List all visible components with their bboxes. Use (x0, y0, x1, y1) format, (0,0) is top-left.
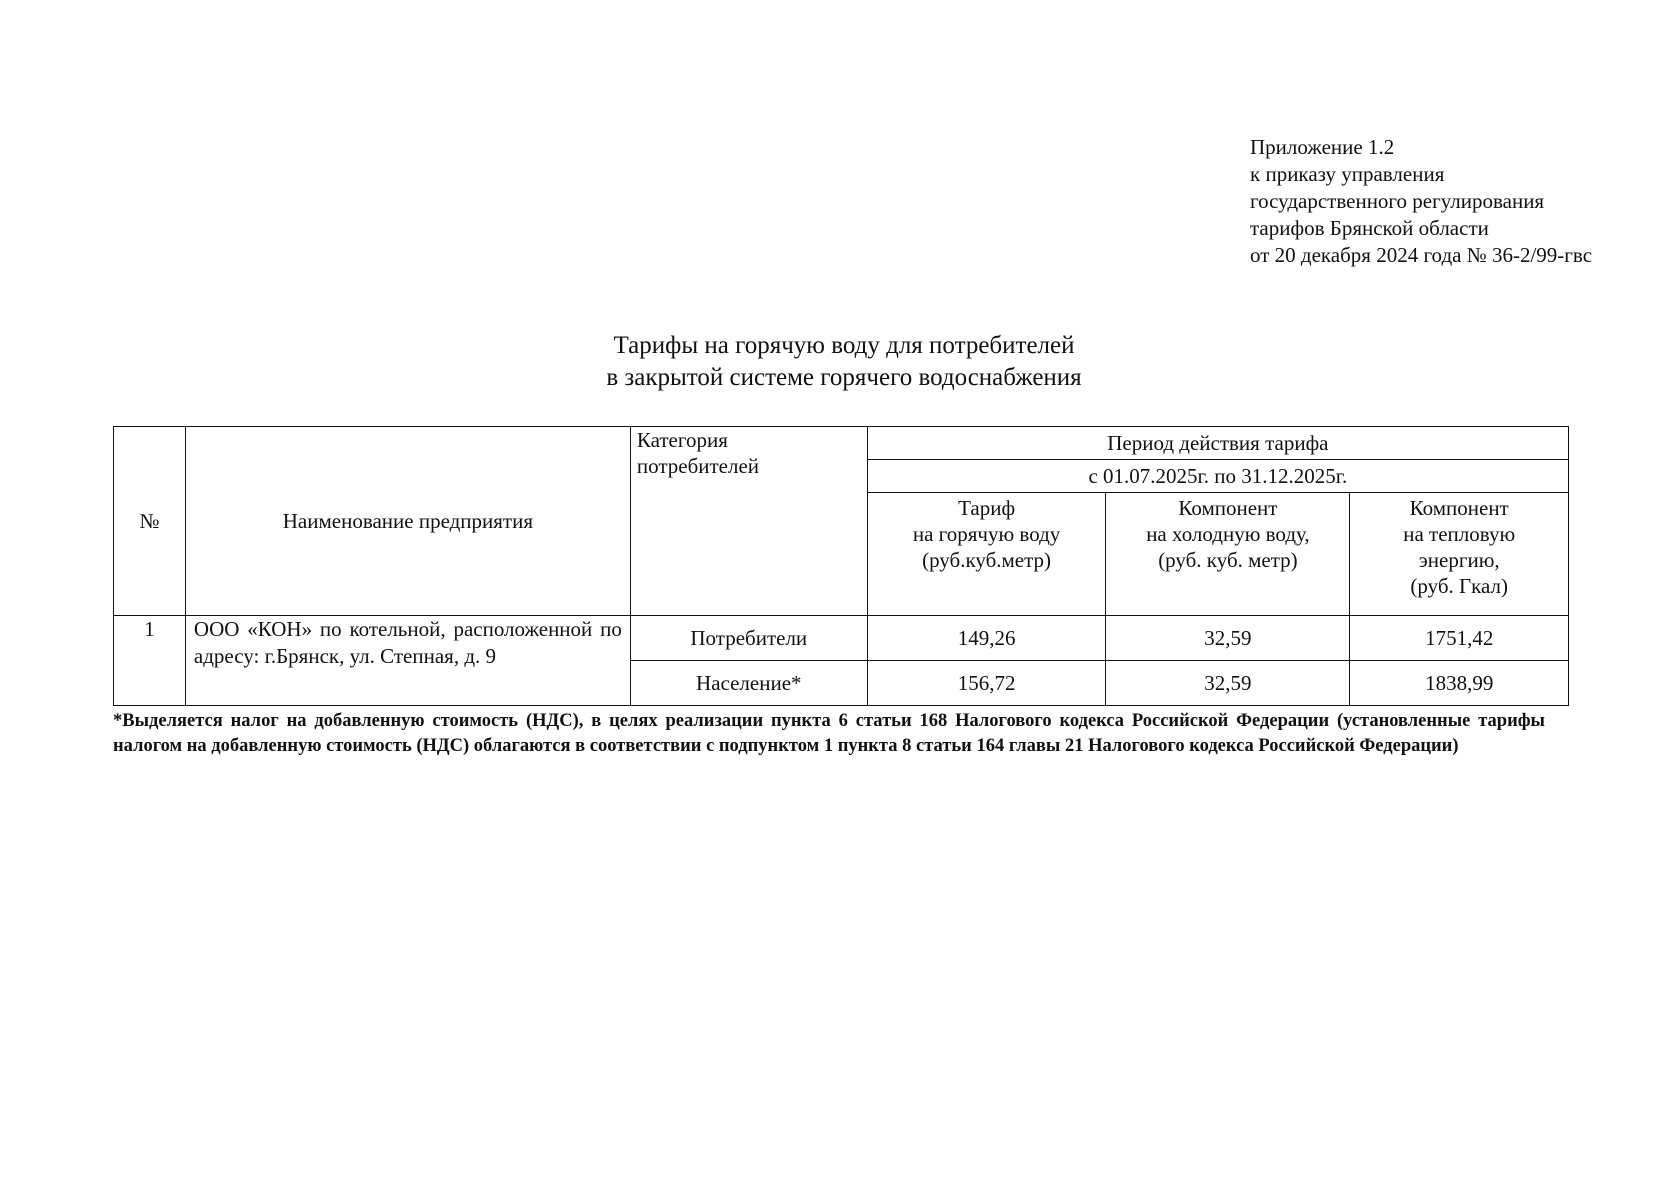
header-category (630, 427, 867, 616)
header-cold-component (1106, 493, 1350, 616)
title-line-1: Тарифы на горячую воду для потребителей (613, 332, 1075, 359)
header-heat-line-3: энергию, (1418, 548, 1500, 572)
document-title (0, 330, 1678, 394)
header-cold-line-1: Компонент (1178, 496, 1278, 520)
row-enterprise: ООО «КОН» по котельной, расположенной по адресу: г.Брянск, ул. Степная, д. 9 (185, 616, 630, 706)
header-tariff-line-1: Тариф (958, 496, 1016, 520)
appendix-number: Приложение 1.2 (1250, 135, 1395, 159)
appendix-reference (1250, 134, 1592, 269)
header-category-line-1: Категория (636, 428, 728, 452)
header-heat-line-4: (руб. Гкал) (1410, 574, 1509, 598)
header-number: № (114, 427, 186, 616)
row-heat-consumers: 1751,42 (1350, 616, 1569, 661)
row-cold-population: 32,59 (1106, 661, 1350, 706)
header-heat-component (1350, 493, 1569, 616)
vat-footnote: *Выделяется налог на добавленную стоимость (НДС), в целях реализации пункта 6 статьи 168 Налогового кодекса Российской Федерации (установленные тарифы налогом на добавленную стоимость (НДС) облагаются в соответствии с подпунктом 1 пункта 8 статьи 164 главы 21 Налогового кодекса Российской Федерации) (113, 711, 1545, 756)
row-category-consumers: Потребители (630, 616, 867, 661)
header-dates: с 01.07.2025г. по 31.12.2025г. (867, 460, 1568, 493)
header-heat-line-2: на тепловую (1403, 522, 1516, 546)
row-category-population: Население* (630, 661, 867, 706)
row-cold-consumers: 32,59 (1106, 616, 1350, 661)
header-enterprise: Наименование предприятия (185, 427, 630, 616)
header-tariff (867, 493, 1106, 616)
header-category-line-2: потребителей (636, 454, 760, 478)
header-period: Период действия тарифа (867, 427, 1568, 460)
appendix-authority-line: государственного регулирования (1250, 189, 1545, 213)
title-line-2: в закрытой системе горячего водоснабжения (606, 364, 1082, 391)
header-tariff-line-3: (руб.куб.метр) (922, 548, 1052, 572)
table-row (114, 616, 1569, 661)
header-heat-line-1: Компонент (1409, 496, 1509, 520)
appendix-region-line: тарифов Брянской области (1250, 216, 1489, 240)
row-tariff-consumers: 149,26 (867, 616, 1106, 661)
header-cold-line-2: на холодную воду, (1146, 522, 1310, 546)
header-row-period (114, 427, 1569, 460)
appendix-date-line: от 20 декабря 2024 года № 36-2/99-гвс (1250, 243, 1593, 267)
row-number: 1 (114, 616, 186, 706)
header-cold-line-3: (руб. куб. метр) (1158, 548, 1298, 572)
tariffs-table (113, 426, 1569, 706)
row-heat-population: 1838,99 (1350, 661, 1569, 706)
header-tariff-line-2: на горячую воду (912, 522, 1061, 546)
row-tariff-population: 156,72 (867, 661, 1106, 706)
appendix-order-line: к приказу управления (1250, 162, 1445, 186)
